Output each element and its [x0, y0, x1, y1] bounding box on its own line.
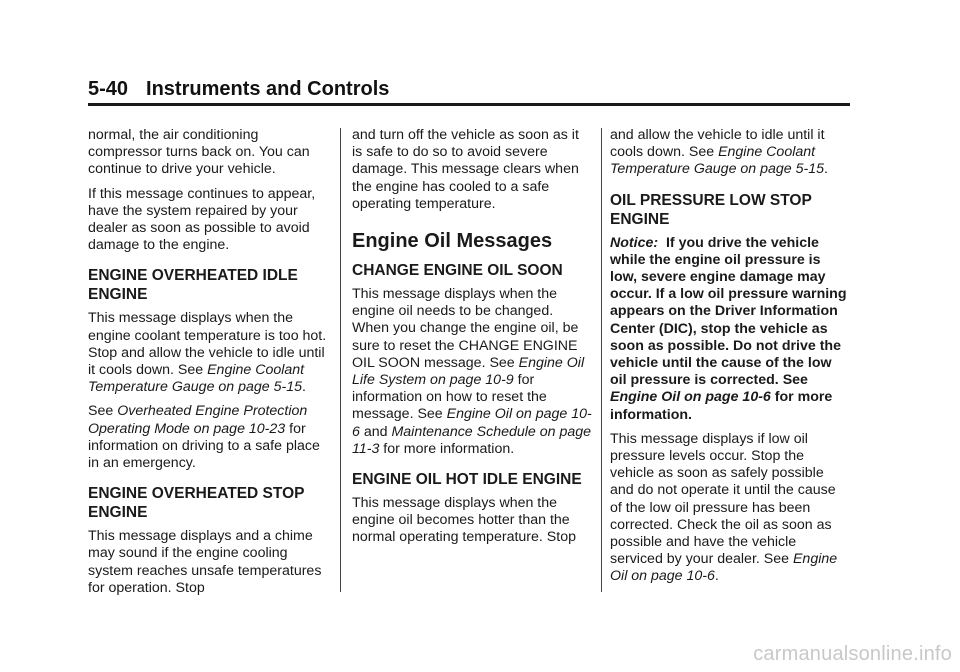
- paragraph: and turn off the vehicle as soon as it is safe to do so to avoid severe damage. This message clears when the engine has cooled to a safe operating temperature.: [352, 127, 579, 212]
- column-1: [88, 127, 328, 604]
- section-title: Instruments and Controls: [146, 78, 390, 100]
- page-number: 5-40: [88, 78, 129, 100]
- subheading-overheated-stop: ENGINE OVERHEATED STOP ENGINE: [88, 485, 305, 522]
- text: This message displays if low oil pressure levels occur. Stop the vehicle as soon as safely possible and do not operate it until the cause of the low oil pressure has been corrected. Check the oil as soon as possible and have the vehicle serviced by your dealer. See: [610, 430, 836, 568]
- notice-paragraph: [610, 235, 850, 424]
- text: for information on driving to a safe place in an emergency.: [88, 420, 320, 472]
- paragraph: [352, 286, 592, 458]
- subheading-oil-pressure: OIL PRESSURE LOW STOP ENGINE: [610, 191, 812, 228]
- column-3: [610, 127, 850, 593]
- text: and allow the vehicle to idle until it cools down. See: [610, 127, 825, 161]
- text: .: [824, 161, 828, 178]
- column-divider: [601, 128, 602, 592]
- header-rule: [88, 103, 850, 106]
- paragraph: This message displays and a chime may sound if the engine cooling system reaches unsafe temperatures for operation. Stop: [88, 528, 322, 596]
- paragraph: [88, 310, 328, 396]
- text: .: [302, 379, 306, 396]
- cross-reference-link[interactable]: Engine Oil on page 10-6: [352, 406, 592, 440]
- watermark: carmanualsonline.info: [753, 643, 952, 665]
- subheading-change-oil: CHANGE ENGINE OIL SOON: [352, 262, 563, 280]
- text: If you drive the vehicle while the engine oil pressure is low, severe engine damage may occur. If a low oil pressure warning appears on the Driver Information Center (DIC), stop the vehicle as soon as possible. Do not drive the vehicle until the cause of the low oil pressure is corrected. See: [610, 234, 851, 389]
- column-2: [352, 127, 592, 554]
- cross-reference-link[interactable]: Engine Oil on page 10-6: [610, 389, 771, 406]
- paragraph: [610, 431, 850, 586]
- text: See: [88, 403, 118, 420]
- paragraph: [610, 127, 850, 179]
- subheading-oil-hot: ENGINE OIL HOT IDLE ENGINE: [352, 471, 582, 489]
- cross-reference-link[interactable]: Engine Coolant Temperature Gauge on page 5-15: [610, 144, 825, 178]
- text: for information on how to reset the message. See: [352, 372, 547, 423]
- cross-reference-link[interactable]: Engine Oil Life System on page 10-9: [352, 354, 585, 389]
- paragraph: This message displays when the engine oil becomes hotter than the normal operating temperature. Stop: [352, 495, 576, 546]
- paragraph: normal, the air conditioning compressor turns back on. You can continue to drive your vehicle.: [88, 127, 310, 178]
- page-header: [88, 78, 389, 101]
- cross-reference-link[interactable]: Engine Oil on page 10-6: [610, 551, 838, 585]
- cross-reference-link[interactable]: Overheated Engine Protection Operating Mode on page 10-23: [88, 403, 308, 437]
- text: and: [359, 423, 392, 440]
- paragraph: If this message continues to appear, have the system repaired by your dealer as soon as possible to avoid damage to the engine.: [88, 185, 316, 254]
- text: for more information.: [610, 389, 833, 423]
- text: This message displays when the engine coolant temperature is too hot. Stop and allow the vehicle to idle until it cools down. See: [88, 310, 327, 379]
- text: .: [714, 568, 719, 585]
- paragraph: [88, 403, 328, 472]
- column-divider: [340, 128, 341, 592]
- notice-label: Notice:: [610, 234, 659, 251]
- cross-reference-link[interactable]: Engine Coolant Temperature Gauge on page 5-15: [88, 362, 305, 396]
- text: This message displays when the engine oil needs to be changed. When you change the engine oil, be sure to reset the CHANGE ENGINE OIL SOON message. See: [352, 286, 579, 371]
- text: for more information.: [379, 440, 515, 457]
- subheading-overheated-idle: ENGINE OVERHEATED IDLE ENGINE: [88, 267, 298, 304]
- section-heading-engine-oil: Engine Oil Messages: [352, 230, 553, 253]
- cross-reference-link[interactable]: Maintenance Schedule on page 11-3: [352, 423, 592, 457]
